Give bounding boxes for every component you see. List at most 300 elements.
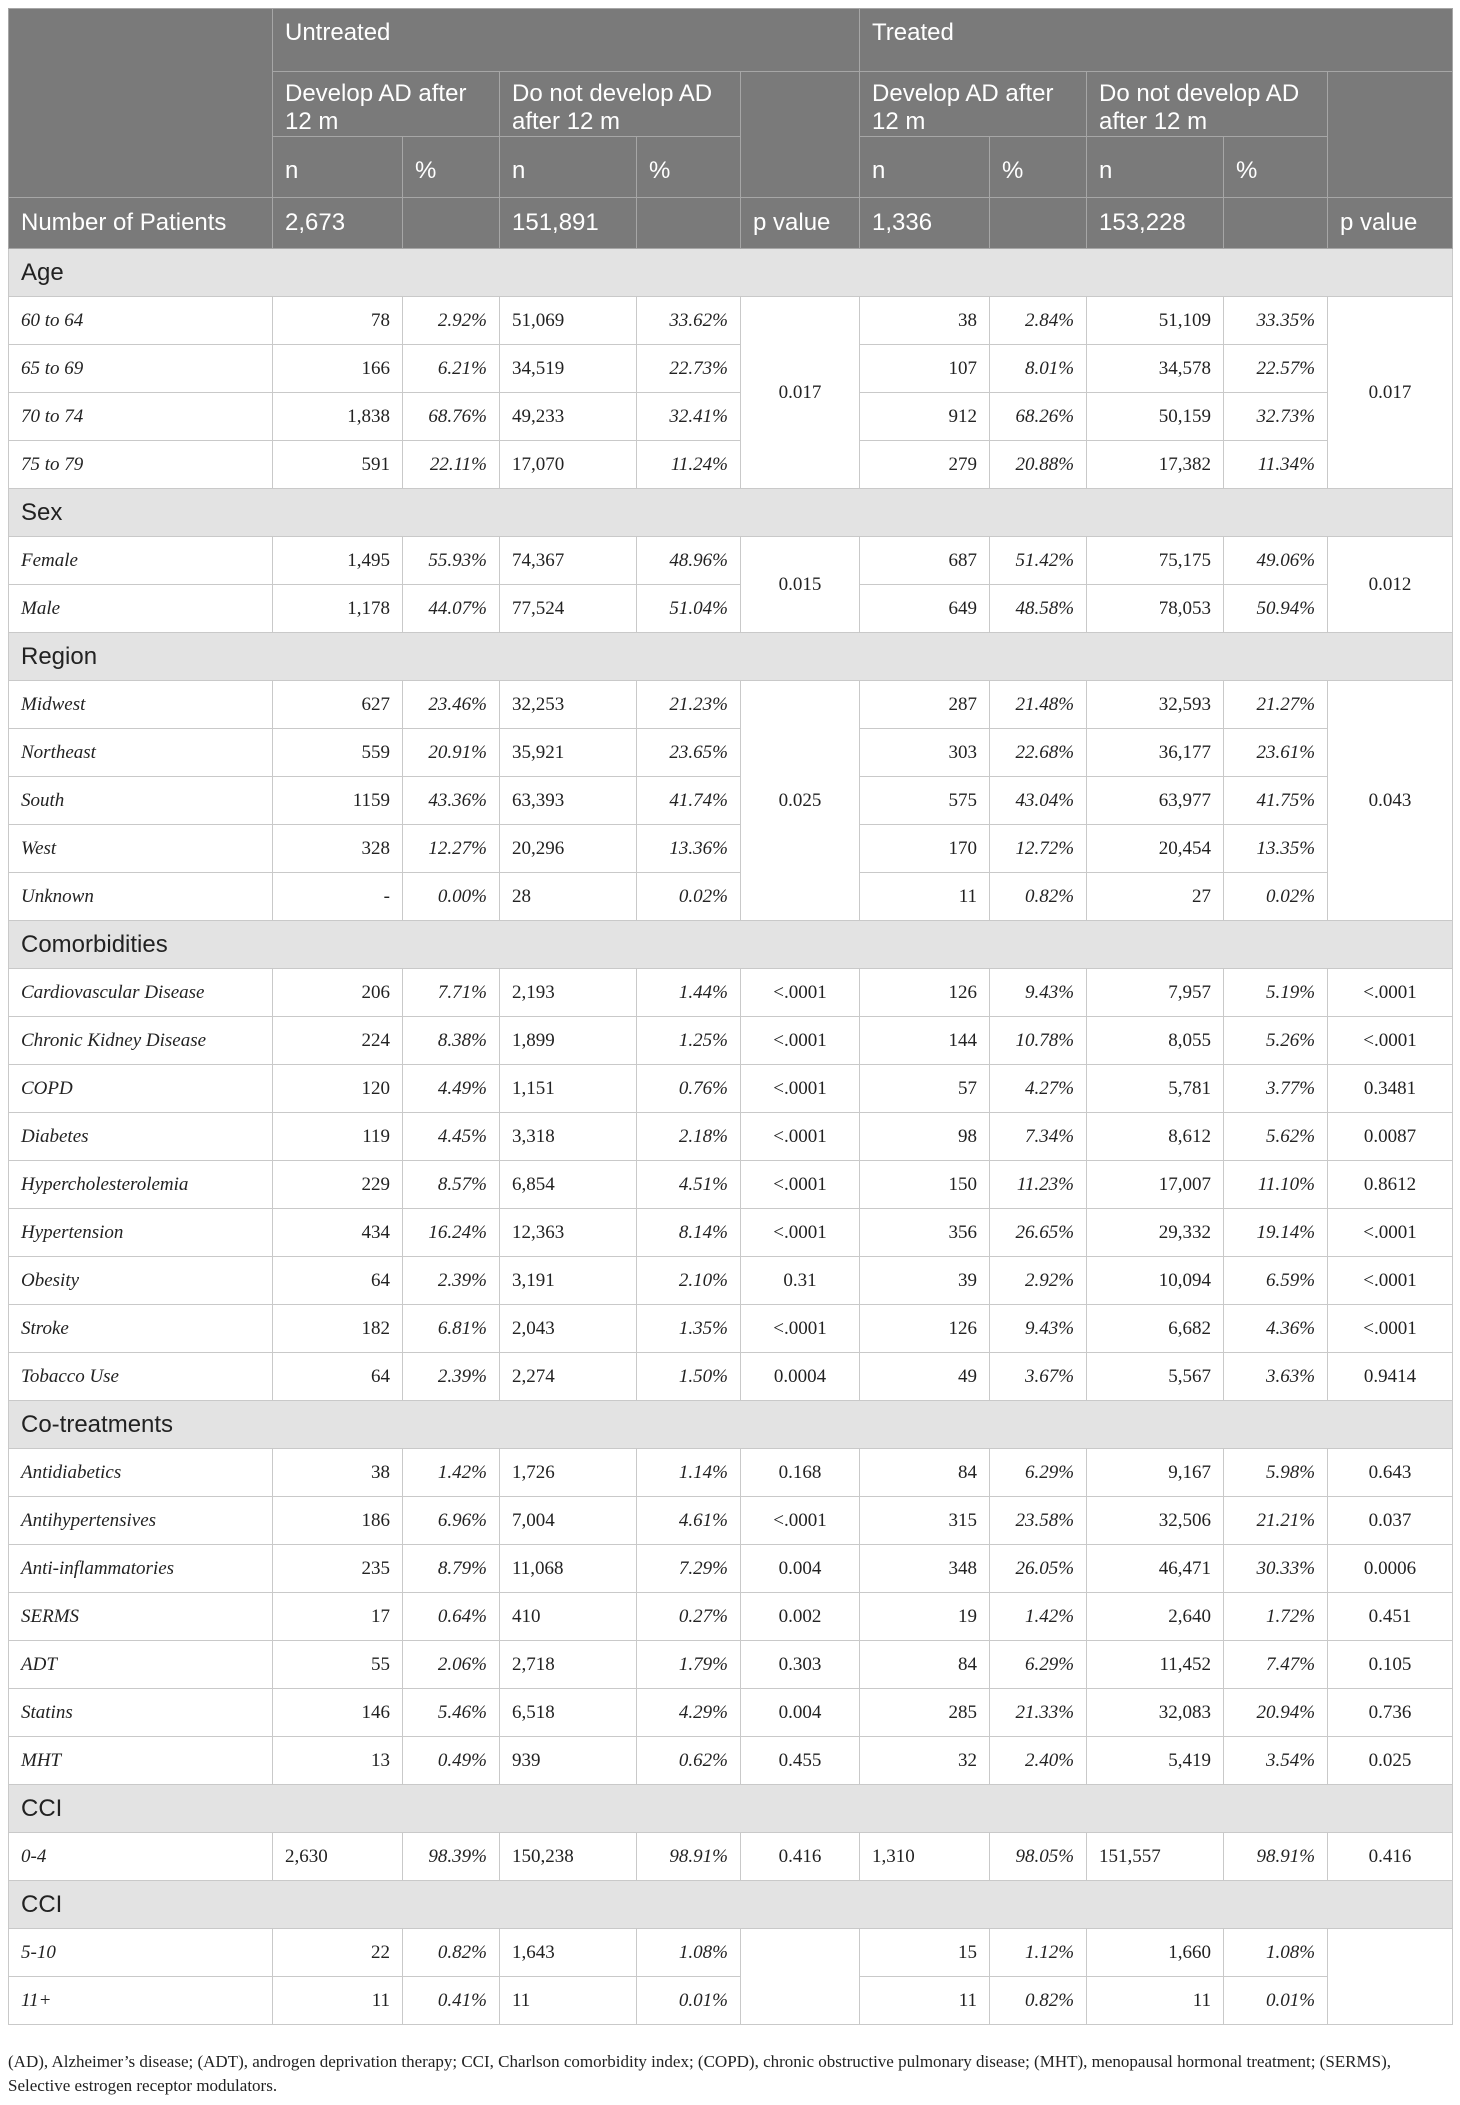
untreated-develop-pct: 1.42%	[403, 1449, 500, 1497]
header-n: n	[1087, 137, 1224, 198]
treated-not-develop-pct: 11.34%	[1224, 441, 1328, 489]
untreated-not-develop-n: 7,004	[500, 1497, 637, 1545]
untreated-not-develop-pct: 0.76%	[637, 1065, 741, 1113]
untreated-not-develop-n: 74,367	[500, 537, 637, 585]
untreated-develop-pct: 0.00%	[403, 873, 500, 921]
untreated-not-develop-pct: 8.14%	[637, 1209, 741, 1257]
treated-develop-n: 348	[860, 1545, 990, 1593]
untreated-develop-pct: 2.06%	[403, 1641, 500, 1689]
untreated-not-develop-n: 35,921	[500, 729, 637, 777]
treated-develop-n: 98	[860, 1113, 990, 1161]
untreated-p-value: <.0001	[741, 1017, 860, 1065]
untreated-not-develop-pct: 32.41%	[637, 393, 741, 441]
row-label: Obesity	[9, 1257, 273, 1305]
untreated-develop-pct: 2.39%	[403, 1353, 500, 1401]
row-label: Cardiovascular Disease	[9, 969, 273, 1017]
table-row	[9, 1593, 1453, 1641]
treated-develop-pct: 0.82%	[990, 873, 1087, 921]
treated-not-develop-n: 8,055	[1087, 1017, 1224, 1065]
treated-p-value: 0.025	[1328, 1737, 1453, 1785]
row-label: 70 to 74	[9, 393, 273, 441]
untreated-develop-n: 13	[273, 1737, 403, 1785]
untreated-not-develop-pct: 1.25%	[637, 1017, 741, 1065]
treated-p-value: 0.105	[1328, 1641, 1453, 1689]
untreated-develop-n: 186	[273, 1497, 403, 1545]
treated-develop-pct: 48.58%	[990, 585, 1087, 633]
treated-develop-pct: 11.23%	[990, 1161, 1087, 1209]
treated-not-develop-pct: 5.98%	[1224, 1449, 1328, 1497]
treated-develop-pct: 21.33%	[990, 1689, 1087, 1737]
treated-not-develop-n: 7,957	[1087, 969, 1224, 1017]
untreated-not-develop-n: 1,726	[500, 1449, 637, 1497]
row-label: MHT	[9, 1737, 273, 1785]
untreated-p-value: 0.303	[741, 1641, 860, 1689]
treated-p-value: 0.012	[1328, 537, 1453, 633]
number-of-patients-label: Number of Patients	[9, 198, 273, 249]
table-row	[9, 1689, 1453, 1737]
row-label: Chronic Kidney Disease	[9, 1017, 273, 1065]
treated-develop-pct: 3.67%	[990, 1353, 1087, 1401]
untreated-p-value: 0.455	[741, 1737, 860, 1785]
untreated-develop-n: 182	[273, 1305, 403, 1353]
untreated-not-develop-n: 51,069	[500, 297, 637, 345]
treated-develop-n: 144	[860, 1017, 990, 1065]
treated-not-develop-n: 46,471	[1087, 1545, 1224, 1593]
untreated-not-develop-n: 939	[500, 1737, 637, 1785]
treated-not-develop-n: 8,612	[1087, 1113, 1224, 1161]
untreated-not-develop-pct: 48.96%	[637, 537, 741, 585]
untreated-develop-pct: 0.49%	[403, 1737, 500, 1785]
untreated-develop-n: 146	[273, 1689, 403, 1737]
row-label: Hypercholesterolemia	[9, 1161, 273, 1209]
untreated-not-develop-n: 11,068	[500, 1545, 637, 1593]
header-pct: %	[403, 137, 500, 198]
untreated-not-develop-pct: 2.18%	[637, 1113, 741, 1161]
untreated-develop-pct: 44.07%	[403, 585, 500, 633]
treated-develop-count: 1,336	[860, 198, 990, 249]
treated-p-value: <.0001	[1328, 1257, 1453, 1305]
treated-develop-pct: 6.29%	[990, 1449, 1087, 1497]
treated-develop-pct: 7.34%	[990, 1113, 1087, 1161]
table-row	[9, 1641, 1453, 1689]
untreated-pvalue-label: p value	[741, 198, 860, 249]
treated-develop-pct: 26.05%	[990, 1545, 1087, 1593]
untreated-develop-n: 55	[273, 1641, 403, 1689]
untreated-develop-pct: 7.71%	[403, 969, 500, 1017]
table-row	[9, 681, 1453, 729]
treated-not-develop-n: 36,177	[1087, 729, 1224, 777]
treated-not-develop-n: 10,094	[1087, 1257, 1224, 1305]
treated-not-develop-count: 153,228	[1087, 198, 1224, 249]
untreated-develop-n: 591	[273, 441, 403, 489]
row-label: COPD	[9, 1065, 273, 1113]
table-row	[9, 1065, 1453, 1113]
treated-develop-pct: 2.84%	[990, 297, 1087, 345]
treated-develop-pct: 9.43%	[990, 969, 1087, 1017]
untreated-not-develop-pct: 0.01%	[637, 1977, 741, 2025]
untreated-not-develop-n: 17,070	[500, 441, 637, 489]
treated-develop-n: 170	[860, 825, 990, 873]
treated-p-value: 0.037	[1328, 1497, 1453, 1545]
row-label: West	[9, 825, 273, 873]
row-label: 75 to 79	[9, 441, 273, 489]
row-label: 11+	[9, 1977, 273, 2025]
untreated-develop-n: 229	[273, 1161, 403, 1209]
row-label: Anti-inflammatories	[9, 1545, 273, 1593]
untreated-p-value: 0.017	[741, 297, 860, 489]
treated-develop-n: 279	[860, 441, 990, 489]
header-treated-not-develop-ad: Do not develop AD after 12 m	[1087, 72, 1328, 137]
section-row	[9, 489, 1453, 537]
untreated-not-develop-n: 6,854	[500, 1161, 637, 1209]
untreated-develop-pct: 0.82%	[403, 1929, 500, 1977]
treated-not-develop-pct: 3.63%	[1224, 1353, 1328, 1401]
row-label: Hypertension	[9, 1209, 273, 1257]
untreated-not-develop-n: 3,191	[500, 1257, 637, 1305]
table-row	[9, 1305, 1453, 1353]
untreated-not-develop-n: 49,233	[500, 393, 637, 441]
treated-not-develop-n: 5,567	[1087, 1353, 1224, 1401]
treated-develop-n: 126	[860, 1305, 990, 1353]
table-row	[9, 585, 1453, 633]
untreated-p-value: 0.015	[741, 537, 860, 633]
untreated-not-develop-n: 2,043	[500, 1305, 637, 1353]
treated-not-develop-n: 11	[1087, 1977, 1224, 2025]
treated-not-develop-n: 2,640	[1087, 1593, 1224, 1641]
treated-develop-pct: 21.48%	[990, 681, 1087, 729]
untreated-develop-n: 64	[273, 1257, 403, 1305]
treated-not-develop-n: 5,781	[1087, 1065, 1224, 1113]
treated-not-develop-pct: 3.54%	[1224, 1737, 1328, 1785]
untreated-develop-pct: 0.64%	[403, 1593, 500, 1641]
row-label: Statins	[9, 1689, 273, 1737]
treated-not-develop-pct: 20.94%	[1224, 1689, 1328, 1737]
treated-p-value: 0.043	[1328, 681, 1453, 921]
treated-not-develop-pct: 49.06%	[1224, 537, 1328, 585]
untreated-not-develop-pct: 1.35%	[637, 1305, 741, 1353]
row-label: Diabetes	[9, 1113, 273, 1161]
treated-not-develop-n: 1,660	[1087, 1929, 1224, 1977]
table-row	[9, 1833, 1453, 1881]
row-label: 5-10	[9, 1929, 273, 1977]
untreated-not-develop-pct: 98.91%	[637, 1833, 741, 1881]
treated-develop-pct: 4.27%	[990, 1065, 1087, 1113]
untreated-develop-n: 206	[273, 969, 403, 1017]
footnote: (AD), Alzheimer’s disease; (ADT), androgen deprivation therapy; CCI, Charlson comorbidity index; (COPD), chronic obstructive pulmonary disease; (MHT), menopausal hormonal treatment; (SERMS), Selective estrogen receptor modulators.	[8, 2052, 1391, 2095]
treated-p-value: <.0001	[1328, 1305, 1453, 1353]
treated-develop-pct: 9.43%	[990, 1305, 1087, 1353]
untreated-p-value: <.0001	[741, 1305, 860, 1353]
untreated-not-develop-pct: 1.44%	[637, 969, 741, 1017]
untreated-p-value: 0.002	[741, 1593, 860, 1641]
treated-p-value: 0.643	[1328, 1449, 1453, 1497]
table-container	[8, 8, 1452, 2025]
treated-not-develop-pct: 21.27%	[1224, 681, 1328, 729]
untreated-not-develop-pct: 4.61%	[637, 1497, 741, 1545]
untreated-not-develop-n: 32,253	[500, 681, 637, 729]
untreated-develop-pct: 12.27%	[403, 825, 500, 873]
row-label: Unknown	[9, 873, 273, 921]
section-title: CCI	[9, 1785, 1453, 1833]
treated-develop-pct: 68.26%	[990, 393, 1087, 441]
treated-not-develop-n: 27	[1087, 873, 1224, 921]
untreated-not-develop-n: 34,519	[500, 345, 637, 393]
section-row	[9, 921, 1453, 969]
untreated-develop-n: 17	[273, 1593, 403, 1641]
untreated-develop-pct: 98.39%	[403, 1833, 500, 1881]
table-row	[9, 729, 1453, 777]
treated-develop-pct: 2.92%	[990, 1257, 1087, 1305]
treated-not-develop-pct: 5.62%	[1224, 1113, 1328, 1161]
treated-develop-n: 126	[860, 969, 990, 1017]
row-label: 60 to 64	[9, 297, 273, 345]
header-untreated-pvalue-blank	[741, 72, 860, 198]
row-label: Midwest	[9, 681, 273, 729]
treated-not-develop-n: 9,167	[1087, 1449, 1224, 1497]
treated-p-value: 0.9414	[1328, 1353, 1453, 1401]
untreated-develop-n: 64	[273, 1353, 403, 1401]
treated-develop-n: 49	[860, 1353, 990, 1401]
untreated-not-develop-pct: 22.73%	[637, 345, 741, 393]
untreated-develop-pct: 55.93%	[403, 537, 500, 585]
treated-develop-pct: 23.58%	[990, 1497, 1087, 1545]
treated-develop-pct: 22.68%	[990, 729, 1087, 777]
untreated-not-develop-pct: 11.24%	[637, 441, 741, 489]
untreated-develop-n: 559	[273, 729, 403, 777]
treated-develop-pct: 10.78%	[990, 1017, 1087, 1065]
untreated-not-develop-pct: 21.23%	[637, 681, 741, 729]
untreated-develop-pct: 2.92%	[403, 297, 500, 345]
treated-not-develop-n: 17,007	[1087, 1161, 1224, 1209]
untreated-p-value: 0.31	[741, 1257, 860, 1305]
untreated-develop-n: 235	[273, 1545, 403, 1593]
untreated-not-develop-n: 1,899	[500, 1017, 637, 1065]
untreated-not-develop-n: 6,518	[500, 1689, 637, 1737]
untreated-develop-pct: 16.24%	[403, 1209, 500, 1257]
untreated-develop-n: 78	[273, 297, 403, 345]
treated-not-develop-n: 5,419	[1087, 1737, 1224, 1785]
table-row	[9, 345, 1453, 393]
header-treated-pvalue-blank	[1328, 72, 1453, 198]
treated-develop-pct: 8.01%	[990, 345, 1087, 393]
treated-not-develop-pct: 98.91%	[1224, 1833, 1328, 1881]
treated-p-value: <.0001	[1328, 1209, 1453, 1257]
table-row	[9, 1257, 1453, 1305]
treated-not-develop-n: 32,593	[1087, 681, 1224, 729]
header-pct: %	[637, 137, 741, 198]
section-title: Comorbidities	[9, 921, 1453, 969]
header-n: n	[860, 137, 990, 198]
treated-develop-pct: 2.40%	[990, 1737, 1087, 1785]
treated-develop-n: 315	[860, 1497, 990, 1545]
treated-develop-n: 57	[860, 1065, 990, 1113]
untreated-develop-pct: 8.38%	[403, 1017, 500, 1065]
table-row	[9, 537, 1453, 585]
treated-not-develop-pct: 30.33%	[1224, 1545, 1328, 1593]
untreated-develop-pct: 20.91%	[403, 729, 500, 777]
treated-not-develop-n: 78,053	[1087, 585, 1224, 633]
untreated-develop-n: 627	[273, 681, 403, 729]
untreated-not-develop-pct: 51.04%	[637, 585, 741, 633]
untreated-not-develop-pct: 1.14%	[637, 1449, 741, 1497]
table-row	[9, 1449, 1453, 1497]
section-row	[9, 1401, 1453, 1449]
treated-not-develop-n: 50,159	[1087, 393, 1224, 441]
untreated-develop-pct: 5.46%	[403, 1689, 500, 1737]
table-row	[9, 1497, 1453, 1545]
untreated-not-develop-n: 1,643	[500, 1929, 637, 1977]
header-n: n	[273, 137, 403, 198]
treated-p-value: 0.0006	[1328, 1545, 1453, 1593]
untreated-develop-pct: 22.11%	[403, 441, 500, 489]
treated-pvalue-label: p value	[1328, 198, 1453, 249]
table-row	[9, 1977, 1453, 2025]
treated-develop-pct: 43.04%	[990, 777, 1087, 825]
untreated-not-develop-n: 2,718	[500, 1641, 637, 1689]
untreated-develop-pct: 0.41%	[403, 1977, 500, 2025]
treated-p-value: 0.416	[1328, 1833, 1453, 1881]
header-empty	[990, 198, 1087, 249]
patient-characteristics-table	[8, 8, 1453, 2025]
treated-develop-n: 687	[860, 537, 990, 585]
treated-develop-n: 32	[860, 1737, 990, 1785]
untreated-p-value: 0.025	[741, 681, 860, 921]
treated-develop-n: 11	[860, 873, 990, 921]
untreated-not-develop-pct: 41.74%	[637, 777, 741, 825]
treated-not-develop-pct: 50.94%	[1224, 585, 1328, 633]
treated-not-develop-n: 29,332	[1087, 1209, 1224, 1257]
treated-not-develop-n: 51,109	[1087, 297, 1224, 345]
table-header	[9, 9, 1453, 249]
untreated-not-develop-pct: 4.29%	[637, 1689, 741, 1737]
treated-not-develop-pct: 21.21%	[1224, 1497, 1328, 1545]
header-untreated: Untreated	[273, 9, 860, 72]
section-row	[9, 249, 1453, 297]
table-row	[9, 777, 1453, 825]
treated-develop-n: 150	[860, 1161, 990, 1209]
untreated-develop-n: 224	[273, 1017, 403, 1065]
untreated-develop-n: 1,178	[273, 585, 403, 633]
header-pct: %	[1224, 137, 1328, 198]
treated-not-develop-pct: 1.08%	[1224, 1929, 1328, 1977]
treated-develop-n: 303	[860, 729, 990, 777]
section-title: CCI	[9, 1881, 1453, 1929]
section-row	[9, 633, 1453, 681]
treated-p-value: <.0001	[1328, 1017, 1453, 1065]
treated-not-develop-n: 75,175	[1087, 537, 1224, 585]
section-title: Region	[9, 633, 1453, 681]
treated-p-value: 0.0087	[1328, 1113, 1453, 1161]
treated-develop-pct: 1.42%	[990, 1593, 1087, 1641]
untreated-not-develop-pct: 0.02%	[637, 873, 741, 921]
treated-not-develop-n: 6,682	[1087, 1305, 1224, 1353]
treated-p-value: 0.8612	[1328, 1161, 1453, 1209]
treated-develop-n: 11	[860, 1977, 990, 2025]
table-row	[9, 969, 1453, 1017]
untreated-develop-n: 119	[273, 1113, 403, 1161]
untreated-develop-n: -	[273, 873, 403, 921]
treated-p-value: 0.017	[1328, 297, 1453, 489]
untreated-not-develop-count: 151,891	[500, 198, 637, 249]
row-label: SERMS	[9, 1593, 273, 1641]
untreated-p-value: <.0001	[741, 969, 860, 1017]
untreated-develop-n: 328	[273, 825, 403, 873]
untreated-develop-pct: 4.49%	[403, 1065, 500, 1113]
treated-develop-n: 912	[860, 393, 990, 441]
untreated-develop-pct: 23.46%	[403, 681, 500, 729]
treated-not-develop-n: 151,557	[1087, 1833, 1224, 1881]
treated-develop-n: 84	[860, 1641, 990, 1689]
treated-not-develop-pct: 7.47%	[1224, 1641, 1328, 1689]
untreated-not-develop-pct: 0.62%	[637, 1737, 741, 1785]
treated-not-develop-n: 32,506	[1087, 1497, 1224, 1545]
untreated-not-develop-pct: 13.36%	[637, 825, 741, 873]
untreated-not-develop-pct: 33.62%	[637, 297, 741, 345]
section-title: Age	[9, 249, 1453, 297]
untreated-develop-n: 434	[273, 1209, 403, 1257]
treated-develop-pct: 20.88%	[990, 441, 1087, 489]
table-row	[9, 441, 1453, 489]
untreated-p-value: <.0001	[741, 1161, 860, 1209]
untreated-develop-pct: 4.45%	[403, 1113, 500, 1161]
untreated-not-develop-n: 20,296	[500, 825, 637, 873]
row-label: Antidiabetics	[9, 1449, 273, 1497]
treated-develop-pct: 12.72%	[990, 825, 1087, 873]
untreated-develop-pct: 6.81%	[403, 1305, 500, 1353]
untreated-not-develop-n: 2,274	[500, 1353, 637, 1401]
section-row	[9, 1785, 1453, 1833]
untreated-develop-n: 166	[273, 345, 403, 393]
treated-not-develop-n: 17,382	[1087, 441, 1224, 489]
untreated-develop-n: 1,495	[273, 537, 403, 585]
untreated-p-value: <.0001	[741, 1113, 860, 1161]
untreated-not-develop-n: 410	[500, 1593, 637, 1641]
section-title: Co-treatments	[9, 1401, 1453, 1449]
treated-not-develop-pct: 5.26%	[1224, 1017, 1328, 1065]
row-label: South	[9, 777, 273, 825]
treated-develop-n: 19	[860, 1593, 990, 1641]
treated-not-develop-pct: 33.35%	[1224, 297, 1328, 345]
treated-p-value: <.0001	[1328, 969, 1453, 1017]
treated-develop-n: 285	[860, 1689, 990, 1737]
untreated-not-develop-pct: 0.27%	[637, 1593, 741, 1641]
untreated-not-develop-n: 2,193	[500, 969, 637, 1017]
header-untreated-develop-ad: Develop AD after 12 m	[273, 72, 500, 137]
header-blank	[9, 9, 273, 198]
treated-develop-pct: 51.42%	[990, 537, 1087, 585]
untreated-not-develop-pct: 2.10%	[637, 1257, 741, 1305]
row-label: Female	[9, 537, 273, 585]
table-row	[9, 393, 1453, 441]
header-empty	[1224, 198, 1328, 249]
row-label: Stroke	[9, 1305, 273, 1353]
untreated-p-value: 0.416	[741, 1833, 860, 1881]
treated-develop-pct: 1.12%	[990, 1929, 1087, 1977]
treated-not-develop-pct: 11.10%	[1224, 1161, 1328, 1209]
untreated-p-value: 0.004	[741, 1689, 860, 1737]
treated-develop-n: 287	[860, 681, 990, 729]
treated-not-develop-pct: 23.61%	[1224, 729, 1328, 777]
table-row	[9, 1161, 1453, 1209]
header-n: n	[500, 137, 637, 198]
table-row	[9, 1017, 1453, 1065]
row-label: Tobacco Use	[9, 1353, 273, 1401]
treated-not-develop-pct: 22.57%	[1224, 345, 1328, 393]
header-pct: %	[990, 137, 1087, 198]
untreated-develop-n: 11	[273, 1977, 403, 2025]
treated-not-develop-n: 34,578	[1087, 345, 1224, 393]
untreated-not-develop-n: 3,318	[500, 1113, 637, 1161]
